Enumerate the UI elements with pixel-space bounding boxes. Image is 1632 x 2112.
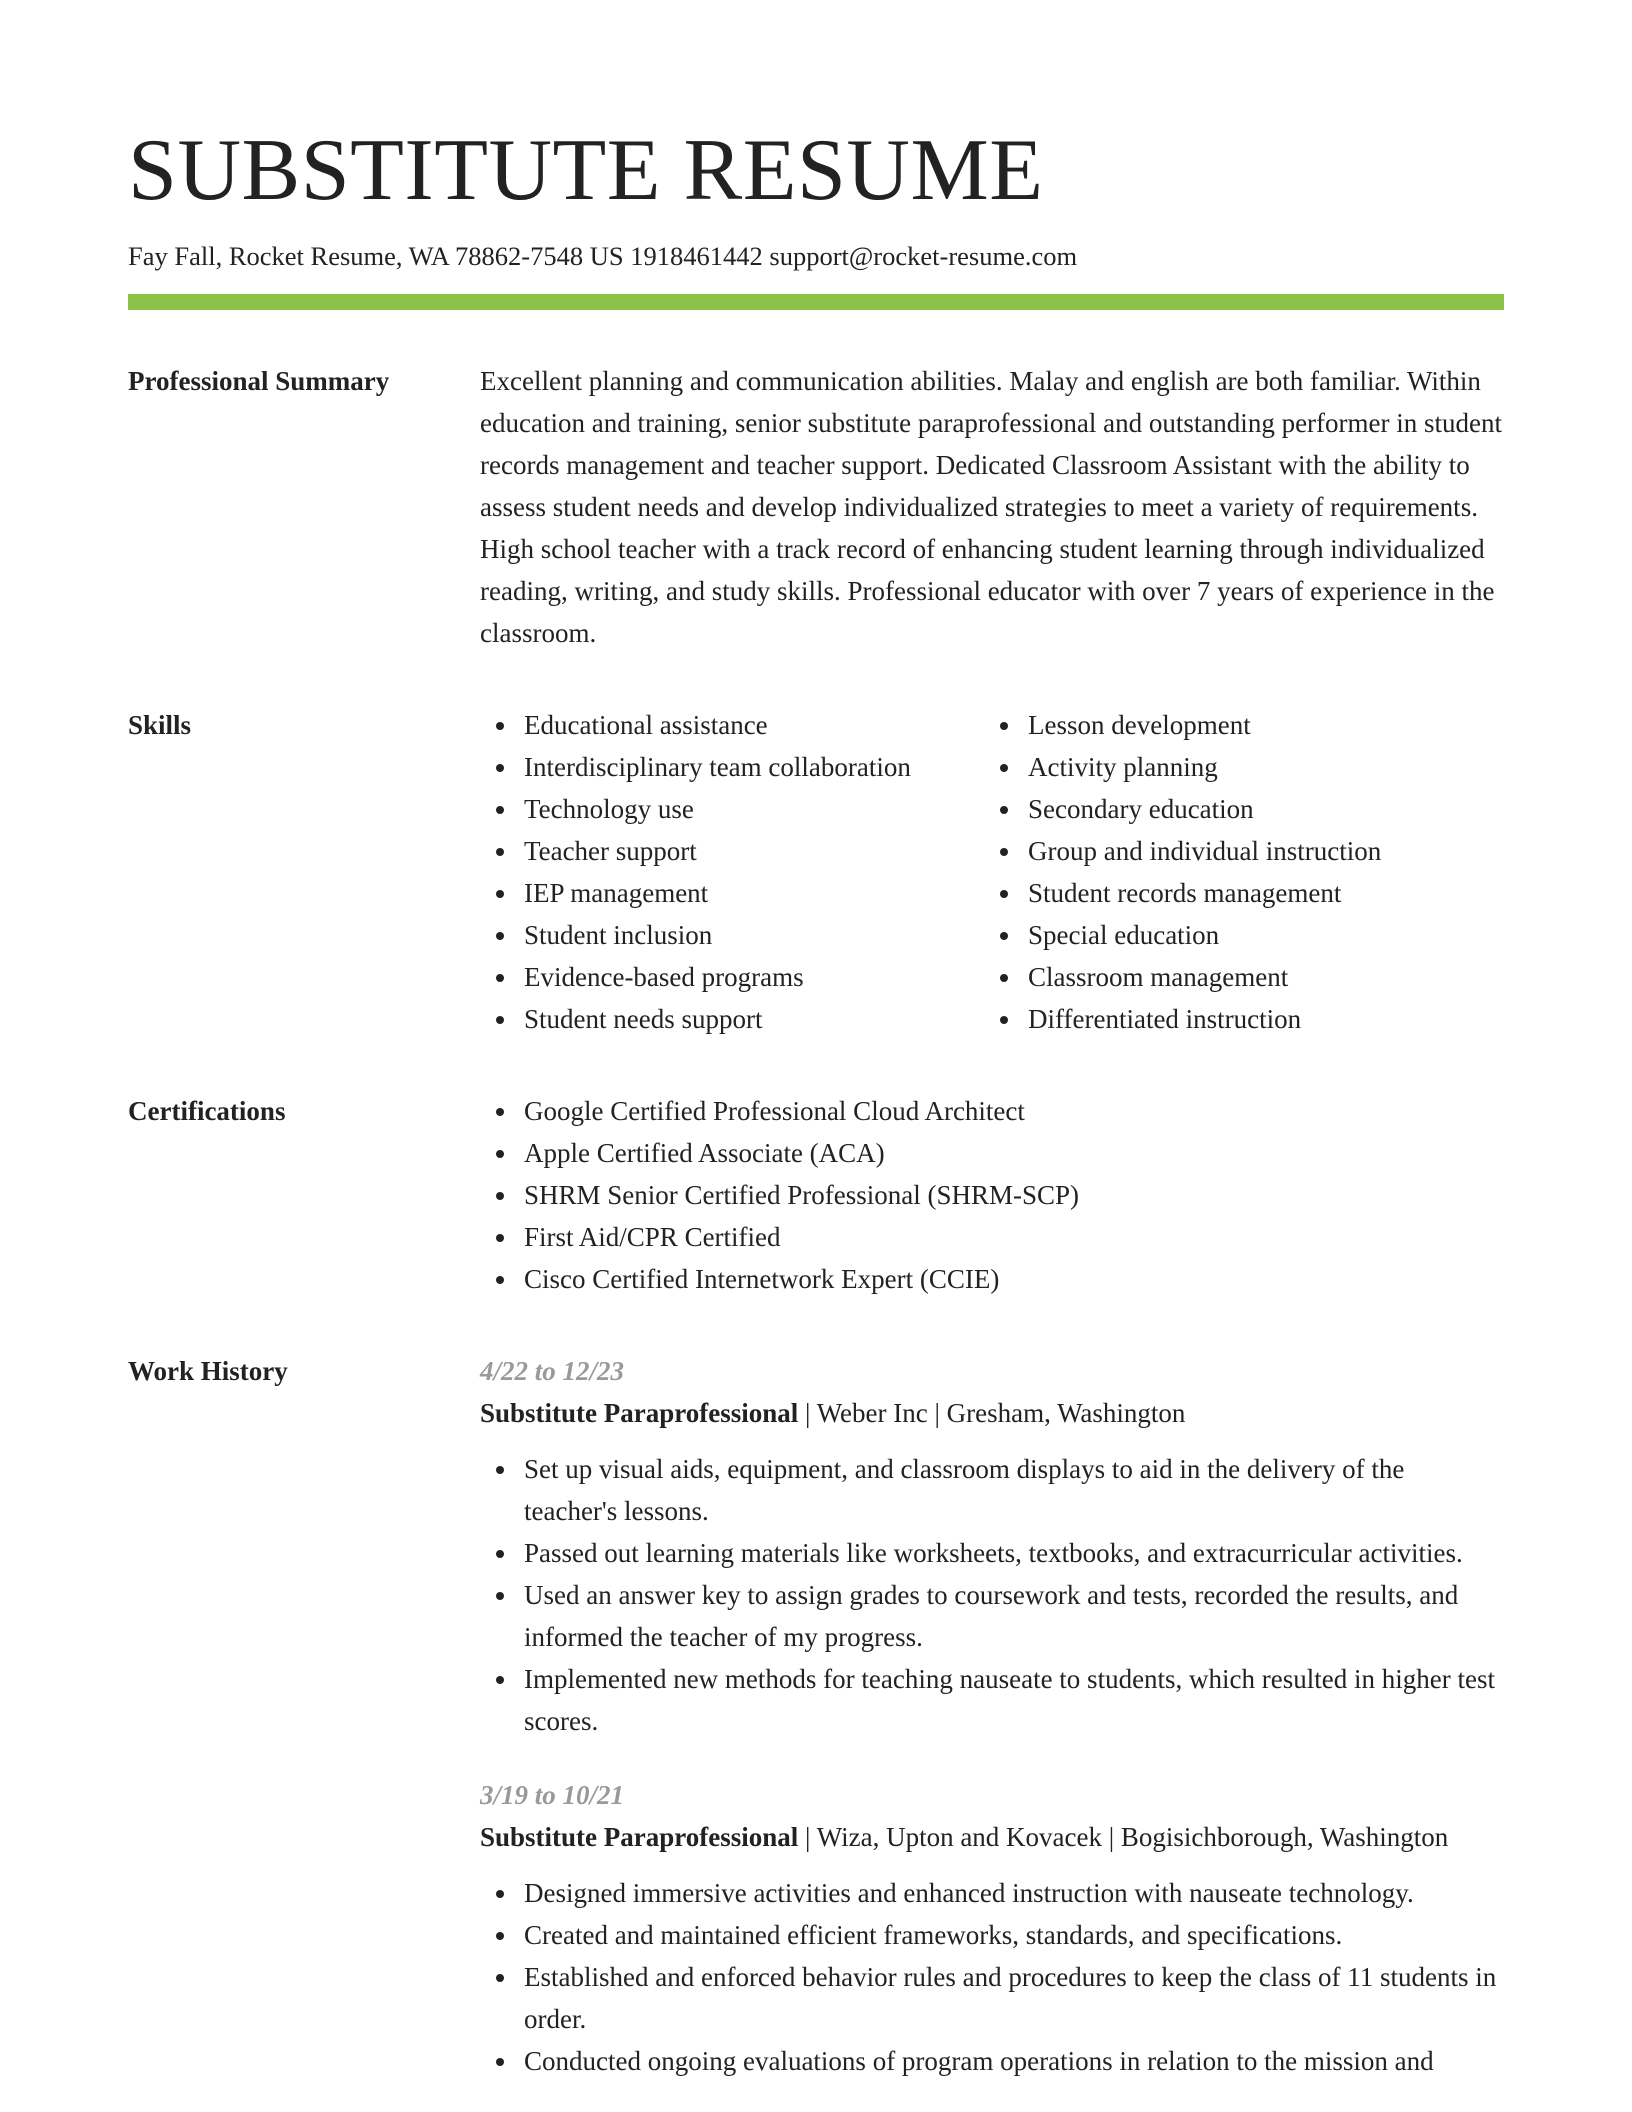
job-bullet: Designed immersive activities and enhanced instruction with nauseate technology. bbox=[524, 1872, 1504, 1914]
job-bullets bbox=[480, 1448, 1504, 1742]
section-label-summary: Professional Summary bbox=[128, 366, 390, 396]
skill-item: Student needs support bbox=[524, 998, 984, 1040]
summary-text: Excellent planning and communication abilities. Malay and english are both familiar. Within education and training, senior substitute paraprofessional and outstanding performer in student records management and teacher support. Dedicated Classroom Assistant with the ability to assess student needs and develop individualized strategies to meet a variety of requirements. High school teacher with a track record of enhancing student learning through individualized reading, writing, and study skills. Professional educator with over 7 years of experience in the classroom. bbox=[480, 366, 1502, 648]
skills-list-right bbox=[984, 704, 1381, 1040]
certification-item: Cisco Certified Internetwork Expert (CCIE) bbox=[524, 1258, 1504, 1300]
job-bullets bbox=[480, 1872, 1504, 2082]
section-label-skills: Skills bbox=[128, 710, 192, 740]
section-label-certifications: Certifications bbox=[128, 1096, 286, 1126]
skill-item: Differentiated instruction bbox=[1028, 998, 1381, 1040]
skill-item: Classroom management bbox=[1028, 956, 1381, 998]
skill-item: Educational assistance bbox=[524, 704, 984, 746]
job-bullet: Used an answer key to assign grades to coursework and tests, recorded the results, and informed the teacher of my progress. bbox=[524, 1574, 1504, 1658]
certifications-list bbox=[480, 1090, 1504, 1300]
certifications-section bbox=[128, 1090, 1504, 1300]
skills-list-left bbox=[480, 704, 984, 1040]
job-date: 4/22 to 12/23 bbox=[480, 1356, 625, 1386]
skill-item: Teacher support bbox=[524, 830, 984, 872]
skills-section bbox=[128, 704, 1504, 1040]
job-heading bbox=[480, 1816, 1504, 1858]
job-title: Substitute Paraprofessional bbox=[480, 1398, 799, 1428]
job-entry bbox=[480, 1774, 1504, 2082]
skill-item: Special education bbox=[1028, 914, 1381, 956]
skill-item: Activity planning bbox=[1028, 746, 1381, 788]
skill-item: Evidence-based programs bbox=[524, 956, 984, 998]
skill-item: Secondary education bbox=[1028, 788, 1381, 830]
job-entry bbox=[480, 1350, 1504, 1742]
summary-section bbox=[128, 360, 1504, 654]
job-heading bbox=[480, 1392, 1504, 1434]
job-bullet: Conducted ongoing evaluations of program operations in relation to the mission and bbox=[524, 2040, 1504, 2082]
job-employer-location: | Wiza, Upton and Kovacek | Bogisichborough, Washington bbox=[798, 1822, 1449, 1852]
job-bullet: Passed out learning materials like worksheets, textbooks, and extracurricular activities. bbox=[524, 1532, 1504, 1574]
certifications-content bbox=[480, 1090, 1504, 1300]
skills-content bbox=[480, 704, 1504, 1040]
skill-item: Lesson development bbox=[1028, 704, 1381, 746]
job-date: 3/19 to 10/21 bbox=[480, 1780, 625, 1810]
skill-item: Student records management bbox=[1028, 872, 1381, 914]
certification-item: SHRM Senior Certified Professional (SHRM-SCP) bbox=[524, 1174, 1504, 1216]
skill-item: Group and individual instruction bbox=[1028, 830, 1381, 872]
contact-line: Fay Fall, Rocket Resume, WA 78862-7548 US 1918461442 support@rocket-resume.com bbox=[128, 241, 1078, 271]
skill-item: Interdisciplinary team collaboration bbox=[524, 746, 984, 788]
certification-item: Apple Certified Associate (ACA) bbox=[524, 1132, 1504, 1174]
job-employer-location: | Weber Inc | Gresham, Washington bbox=[798, 1398, 1186, 1428]
certification-item: Google Certified Professional Cloud Architect bbox=[524, 1090, 1504, 1132]
section-label-work-history: Work History bbox=[128, 1356, 288, 1386]
job-bullet: Implemented new methods for teaching nauseate to students, which resulted in higher test scores. bbox=[524, 1658, 1504, 1742]
summary-content bbox=[480, 360, 1504, 654]
job-bullet: Set up visual aids, equipment, and classroom displays to aid in the delivery of the teacher's lessons. bbox=[524, 1448, 1504, 1532]
work-history-section bbox=[128, 1350, 1504, 2082]
work-history-content bbox=[480, 1350, 1504, 2082]
skill-item: Student inclusion bbox=[524, 914, 984, 956]
resume-title: SUBSTITUTE RESUME bbox=[128, 122, 1044, 219]
job-bullet: Established and enforced behavior rules and procedures to keep the class of 11 students in order. bbox=[524, 1956, 1504, 2040]
certification-item: First Aid/CPR Certified bbox=[524, 1216, 1504, 1258]
job-title: Substitute Paraprofessional bbox=[480, 1822, 799, 1852]
skill-item: Technology use bbox=[524, 788, 984, 830]
job-bullet: Created and maintained efficient frameworks, standards, and specifications. bbox=[524, 1914, 1504, 1956]
accent-divider bbox=[128, 294, 1504, 310]
skill-item: IEP management bbox=[524, 872, 984, 914]
